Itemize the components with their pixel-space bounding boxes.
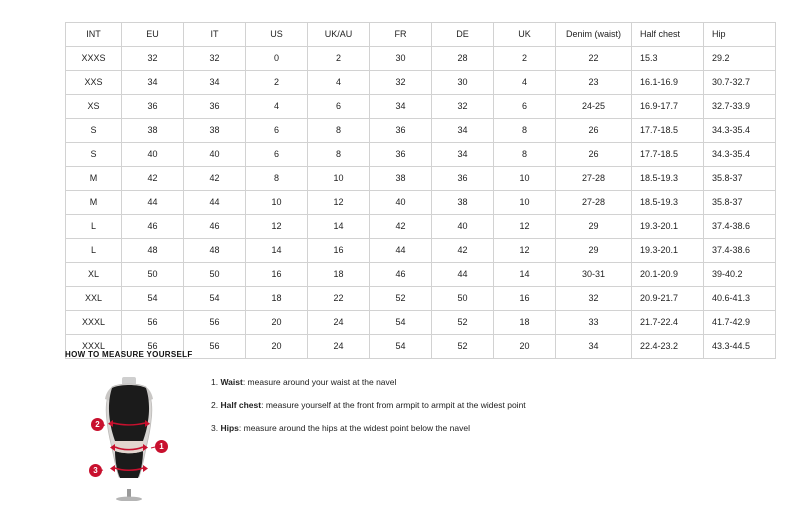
cell-hip: 32.7-33.9: [704, 95, 776, 119]
cell-it: 42: [184, 167, 246, 191]
measure-number-1: 1.: [211, 377, 219, 387]
how-to-measure-title: HOW TO MEASURE YOURSELF: [65, 350, 193, 359]
cell-half-chest: 20.9-21.7: [632, 287, 704, 311]
column-header-it: IT: [184, 23, 246, 47]
cell-half-chest: 17.7-18.5: [632, 143, 704, 167]
cell-uk-au: 6: [308, 95, 370, 119]
cell-hip: 37.4-38.6: [704, 215, 776, 239]
table-row: [66, 143, 776, 167]
cell-us: 16: [246, 263, 308, 287]
cell-fr: 46: [370, 263, 432, 287]
table-header-row: [66, 23, 776, 47]
cell-de: 30: [432, 71, 494, 95]
table-row: [66, 287, 776, 311]
table-row: [66, 311, 776, 335]
column-header-fr: FR: [370, 23, 432, 47]
cell-de: 36: [432, 167, 494, 191]
cell-half-chest: 17.7-18.5: [632, 119, 704, 143]
size-table-container: [65, 22, 751, 359]
cell-denim-waist: 30-31: [556, 263, 632, 287]
cell-uk-au: 12: [308, 191, 370, 215]
cell-denim-waist: 34: [556, 335, 632, 359]
size-conversion-table: [65, 22, 776, 359]
cell-us: 14: [246, 239, 308, 263]
column-header-uk-au: UK/AU: [308, 23, 370, 47]
cell-int: XL: [66, 263, 122, 287]
cell-eu: 34: [122, 71, 184, 95]
cell-fr: 54: [370, 335, 432, 359]
table-row: [66, 263, 776, 287]
cell-half-chest: 19.3-20.1: [632, 239, 704, 263]
table-row: [66, 191, 776, 215]
cell-hip: 43.3-44.5: [704, 335, 776, 359]
cell-uk: 4: [494, 71, 556, 95]
cell-uk: 10: [494, 191, 556, 215]
mannequin-illustration-icon: [65, 371, 195, 501]
cell-us: 0: [246, 47, 308, 71]
measure-number-3: 3.: [211, 423, 219, 434]
cell-int: S: [66, 119, 122, 143]
cell-uk-au: 10: [308, 167, 370, 191]
cell-fr: 30: [370, 47, 432, 71]
cell-int: XS: [66, 95, 122, 119]
column-header-denim-waist: Denim (waist): [556, 23, 632, 47]
cell-hip: 29.2: [704, 47, 776, 71]
cell-uk-au: 24: [308, 311, 370, 335]
cell-half-chest: 22.4-23.2: [632, 335, 704, 359]
cell-us: 20: [246, 311, 308, 335]
cell-uk-au: 18: [308, 263, 370, 287]
measure-instruction-half-chest: [211, 400, 526, 410]
cell-int: XXXS: [66, 47, 122, 71]
cell-half-chest: 15.3: [632, 47, 704, 71]
measure-instruction-hips: [211, 423, 526, 433]
cell-de: 44: [432, 263, 494, 287]
cell-us: 12: [246, 215, 308, 239]
cell-int: XXS: [66, 71, 122, 95]
cell-eu: 54: [122, 287, 184, 311]
cell-fr: 36: [370, 119, 432, 143]
cell-uk: 2: [494, 47, 556, 71]
cell-hip: 41.7-42.9: [704, 311, 776, 335]
measure-lead-3: Hips: [220, 423, 239, 434]
column-header-uk: UK: [494, 23, 556, 47]
cell-uk: 6: [494, 95, 556, 119]
cell-fr: 36: [370, 143, 432, 167]
cell-eu: 40: [122, 143, 184, 167]
column-header-de: DE: [432, 23, 494, 47]
cell-int: XXXL: [66, 335, 122, 359]
cell-denim-waist: 32: [556, 287, 632, 311]
cell-uk: 12: [494, 215, 556, 239]
cell-it: 56: [184, 311, 246, 335]
cell-denim-waist: 29: [556, 215, 632, 239]
cell-us: 6: [246, 143, 308, 167]
cell-uk: 20: [494, 335, 556, 359]
cell-hip: 37.4-38.6: [704, 239, 776, 263]
cell-uk-au: 4: [308, 71, 370, 95]
cell-hip: 39-40.2: [704, 263, 776, 287]
cell-eu: 56: [122, 311, 184, 335]
cell-half-chest: 19.3-20.1: [632, 215, 704, 239]
cell-denim-waist: 24-25: [556, 95, 632, 119]
cell-uk: 12: [494, 239, 556, 263]
table-row: [66, 167, 776, 191]
cell-hip: 30.7-32.7: [704, 71, 776, 95]
cell-denim-waist: 26: [556, 143, 632, 167]
cell-denim-waist: 29: [556, 239, 632, 263]
mannequin-figure: [65, 371, 195, 501]
measure-text-2: : measure yourself at the front from armpit to armpit at the widest point: [261, 400, 526, 411]
cell-fr: 40: [370, 191, 432, 215]
column-header-half-chest: Half chest: [632, 23, 704, 47]
cell-half-chest: 16.1-16.9: [632, 71, 704, 95]
cell-uk-au: 2: [308, 47, 370, 71]
cell-eu: 56: [122, 335, 184, 359]
cell-denim-waist: 22: [556, 47, 632, 71]
cell-uk-au: 8: [308, 143, 370, 167]
cell-us: 2: [246, 71, 308, 95]
cell-hip: 35.8-37: [704, 191, 776, 215]
cell-eu: 42: [122, 167, 184, 191]
table-header: [66, 23, 776, 47]
measure-lead-1: Waist: [220, 377, 243, 387]
cell-uk-au: 16: [308, 239, 370, 263]
cell-uk: 18: [494, 311, 556, 335]
cell-eu: 38: [122, 119, 184, 143]
cell-int: S: [66, 143, 122, 167]
cell-us: 8: [246, 167, 308, 191]
cell-de: 28: [432, 47, 494, 71]
table-row: [66, 119, 776, 143]
cell-fr: 32: [370, 71, 432, 95]
cell-hip: 34.3-35.4: [704, 119, 776, 143]
cell-it: 56: [184, 335, 246, 359]
column-header-us: US: [246, 23, 308, 47]
cell-it: 40: [184, 143, 246, 167]
cell-de: 50: [432, 287, 494, 311]
cell-eu: 36: [122, 95, 184, 119]
column-header-hip: Hip: [704, 23, 776, 47]
cell-de: 52: [432, 311, 494, 335]
cell-eu: 44: [122, 191, 184, 215]
cell-denim-waist: 27-28: [556, 167, 632, 191]
cell-it: 38: [184, 119, 246, 143]
table-row: [66, 71, 776, 95]
cell-uk-au: 8: [308, 119, 370, 143]
cell-it: 48: [184, 239, 246, 263]
cell-de: 32: [432, 95, 494, 119]
cell-de: 38: [432, 191, 494, 215]
cell-fr: 44: [370, 239, 432, 263]
cell-eu: 48: [122, 239, 184, 263]
cell-int: XXL: [66, 287, 122, 311]
cell-uk-au: 22: [308, 287, 370, 311]
measure-text-1: : measure around your waist at the navel: [242, 377, 397, 387]
table-row: [66, 239, 776, 263]
cell-us: 10: [246, 191, 308, 215]
cell-eu: 32: [122, 47, 184, 71]
cell-it: 44: [184, 191, 246, 215]
column-header-eu: EU: [122, 23, 184, 47]
cell-uk: 16: [494, 287, 556, 311]
cell-fr: 34: [370, 95, 432, 119]
cell-de: 40: [432, 215, 494, 239]
measure-number-2: 2.: [211, 400, 219, 411]
cell-int: L: [66, 239, 122, 263]
cell-eu: 46: [122, 215, 184, 239]
table-row: [66, 47, 776, 71]
measure-instructions-list: [211, 371, 526, 447]
cell-uk-au: 24: [308, 335, 370, 359]
how-to-measure-section: [65, 350, 765, 501]
how-to-measure-body: [65, 371, 765, 501]
table-body: [66, 47, 776, 359]
cell-half-chest: 20.1-20.9: [632, 263, 704, 287]
cell-us: 6: [246, 119, 308, 143]
cell-it: 32: [184, 47, 246, 71]
cell-int: M: [66, 167, 122, 191]
cell-us: 4: [246, 95, 308, 119]
cell-uk: 8: [494, 119, 556, 143]
measure-lead-2: Half chest: [220, 400, 262, 411]
cell-uk: 10: [494, 167, 556, 191]
cell-denim-waist: 26: [556, 119, 632, 143]
cell-fr: 38: [370, 167, 432, 191]
table-row: [66, 95, 776, 119]
cell-half-chest: 18.5-19.3: [632, 167, 704, 191]
measure-text-3: : measure around the hips at the widest point below the navel: [238, 423, 470, 434]
table-row: [66, 215, 776, 239]
column-header-int: INT: [66, 23, 122, 47]
cell-int: XXXL: [66, 311, 122, 335]
cell-int: L: [66, 215, 122, 239]
cell-it: 46: [184, 215, 246, 239]
cell-half-chest: 16.9-17.7: [632, 95, 704, 119]
cell-it: 36: [184, 95, 246, 119]
cell-eu: 50: [122, 263, 184, 287]
cell-denim-waist: 27-28: [556, 191, 632, 215]
figure-bullet-1: 1: [155, 440, 168, 453]
cell-fr: 54: [370, 311, 432, 335]
measure-instruction-waist: [211, 377, 526, 387]
figure-bullet-3: 3: [89, 464, 102, 477]
cell-hip: 35.8-37: [704, 167, 776, 191]
cell-uk: 8: [494, 143, 556, 167]
cell-uk-au: 14: [308, 215, 370, 239]
figure-bullet-2: 2: [91, 418, 104, 431]
cell-half-chest: 18.5-19.3: [632, 191, 704, 215]
cell-denim-waist: 33: [556, 311, 632, 335]
cell-de: 42: [432, 239, 494, 263]
cell-hip: 34.3-35.4: [704, 143, 776, 167]
cell-de: 52: [432, 335, 494, 359]
cell-us: 18: [246, 287, 308, 311]
cell-us: 20: [246, 335, 308, 359]
cell-it: 34: [184, 71, 246, 95]
cell-fr: 52: [370, 287, 432, 311]
cell-uk: 14: [494, 263, 556, 287]
cell-fr: 42: [370, 215, 432, 239]
cell-half-chest: 21.7-22.4: [632, 311, 704, 335]
cell-hip: 40.6-41.3: [704, 287, 776, 311]
cell-denim-waist: 23: [556, 71, 632, 95]
cell-int: M: [66, 191, 122, 215]
cell-it: 54: [184, 287, 246, 311]
cell-de: 34: [432, 119, 494, 143]
cell-it: 50: [184, 263, 246, 287]
cell-de: 34: [432, 143, 494, 167]
